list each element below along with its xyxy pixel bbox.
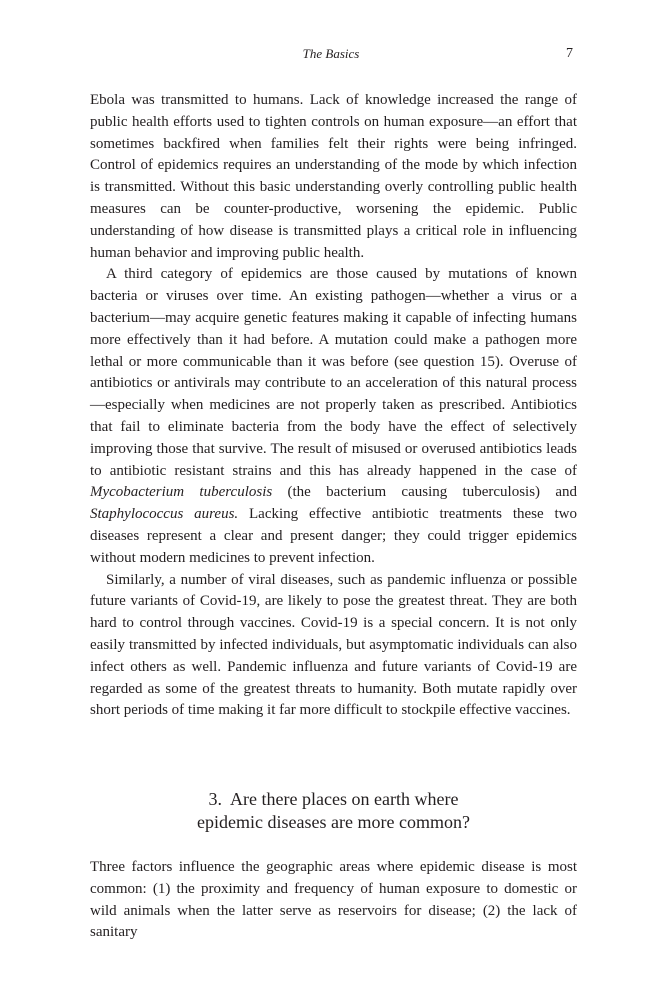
paragraph-2-part-2: (the bacterium causing tuberculosis) and xyxy=(272,484,577,501)
section-heading-line-1: 3. Are there places on earth where xyxy=(208,789,459,809)
paragraph-2 xyxy=(90,264,577,569)
section-heading xyxy=(90,788,577,834)
section-body-text xyxy=(90,857,577,944)
paragraph-2-part-1: A third category of epidemics are those caused by mutations of known bacteria or viruses over time. An existing pathogen—whether a virus or a bacterium—may acquire genetic features making it capable of infecting humans more effectively than it had before. A mutation could make a pathogen more lethal or more communicable than it was before (see question 15). Overuse of antibiotics or antivirals may contribute to an acceleration of this natural process—especially when medicines are not properly taken as prescribed. Antibiotics that fail to eliminate bacteria from the body have the effect of selectively improving those that survive. The result of misused or overused antibiotics leads to antibiotic resistant strains and this has already happened in the case of xyxy=(90,266,577,479)
section-heading-line-2: epidemic diseases are more common? xyxy=(197,812,470,832)
section-paragraph-1: Three factors influence the geographic areas where epidemic disease is most common: (1) the proximity and frequency of human exposure to domestic or wild animals when the latter serve as reservoirs for disease; (2) the lack of sanitary xyxy=(90,859,577,941)
species-name-mycobacterium: Mycobacterium tuberculosis xyxy=(90,484,273,501)
running-head: The Basics xyxy=(302,46,360,61)
paragraph-1: Ebola was transmitted to humans. Lack of knowledge increased the range of public health efforts used to tighten controls on human exposure—an effort that sometimes backfired when families felt their rights were being infringed. Control of epidemics requires an understanding of the mode by which infection is transmitted. Without this basic understanding overly controlling public health measures can be counter-productive, worsening the epidemic. Public understanding of how disease is transmitted plays a critical role in influencing human behavior and improving public health. xyxy=(90,92,577,261)
species-name-staphylococcus: Staphylococcus aureus. xyxy=(90,506,239,523)
page-number: 7 xyxy=(566,46,573,61)
paragraph-3: Similarly, a number of viral diseases, such as pandemic influenza or possible future variants of Covid-19, are likely to pose the greatest threat. They are both hard to control through vaccines. Covid-19 is a special concern. It is not only easily transmitted by infected individuals, but asymptomatic individuals can also infect others as well. Pandemic influenza and future variants of Covid-19 are regarded as some of the greatest threats to humanity. Both mutate rapidly over short periods of time making it far more difficult to stockpile effective vaccines. xyxy=(90,571,577,719)
paragraph-2-part-3: Lacking effective antibiotic treatments these two diseases represent a clear and present danger; they could trigger epidemics without modern medicines to prevent infection. xyxy=(90,506,577,566)
body-text xyxy=(90,90,577,722)
